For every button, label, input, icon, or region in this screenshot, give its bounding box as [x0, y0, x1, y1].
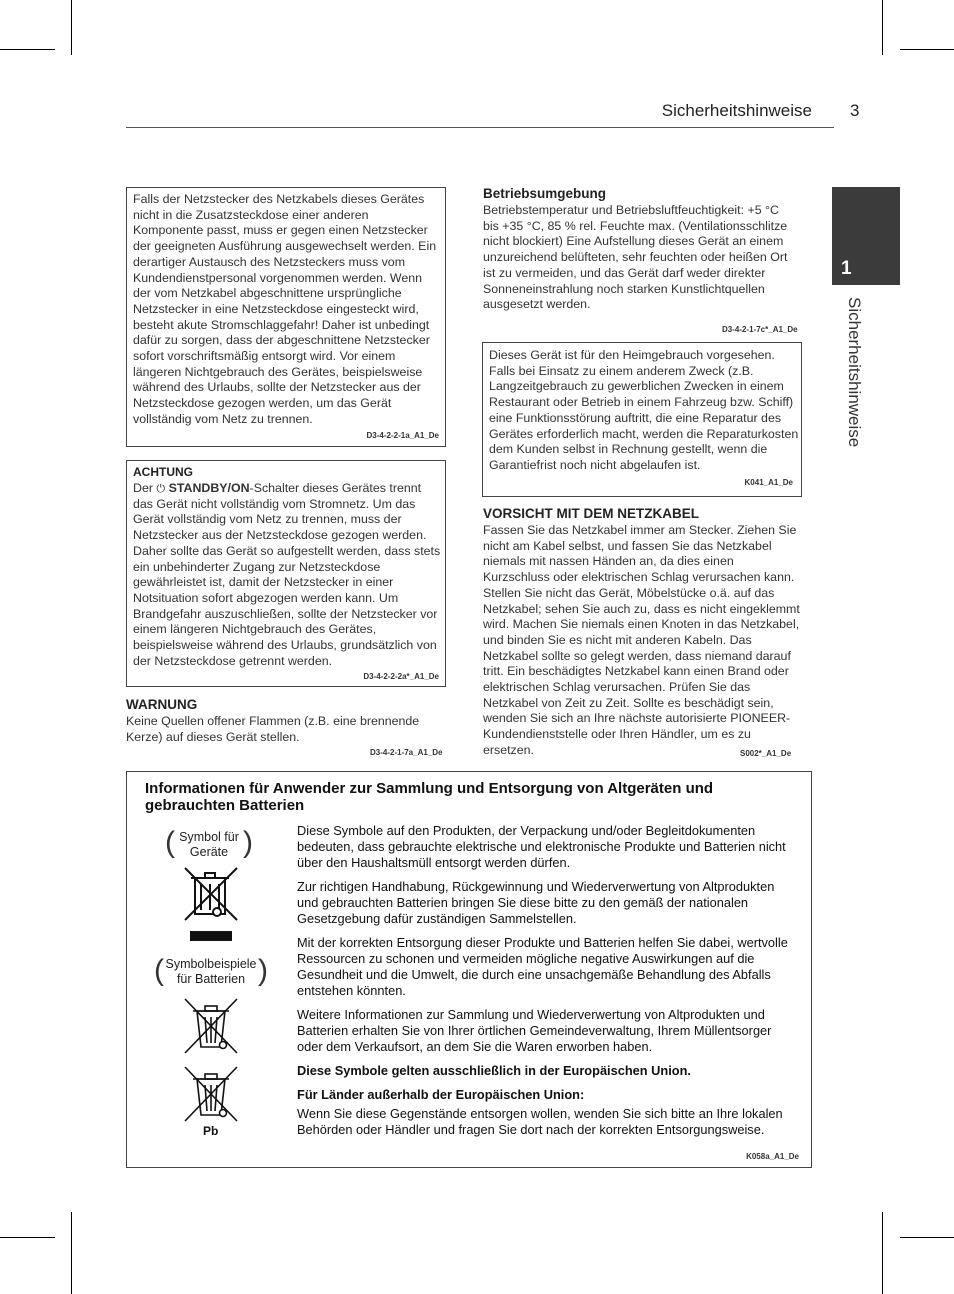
- crop-mark: [0, 1237, 55, 1238]
- achtung-code: D3-4-2-2-2a*_A1_De: [363, 672, 439, 681]
- home-use-code: K041_A1_De: [744, 478, 793, 487]
- achtung-text-pre: Der: [133, 481, 157, 495]
- section-title: Sicherheitshinweise: [661, 101, 812, 120]
- home-use-text: Dieses Gerät ist für den Heimgebrauch vorgesehen. Falls bei Einsatz zu einem anderem Zweck (z.B. Langzeitgebrauch zu gewerblichen Zwecken in einem Restaurant oder Betrieb in einem Fahrzeug bzw. Schiff) eine Funktionsstörung auftritt, die eine Reparatur des Gerätes erforderlich macht, werden die Reparaturkosten dem Kunden selbst in Rechnung gestellt, wenn die Garantiefrist noch nicht abgelaufen ist.: [489, 348, 799, 472]
- disposal-p6-title: Für Länder außerhalb der Europäischen Union:: [297, 1087, 585, 1102]
- weee-bar: [190, 931, 232, 941]
- vorsicht-code: S002*_A1_De: [740, 749, 792, 758]
- crop-mark: [900, 49, 954, 50]
- plug-warning-code: D3-4-2-2-1a_A1_De: [366, 431, 439, 440]
- vorsicht-text: Fassen Sie das Netzkabel immer am Stecker. Ziehen Sie nicht am Kabel selbst, und fassen Sie das Netzkabel niemals mit nassen Händen an, da dies einen Kurzschluss oder elektrischen Schlag verursachen kann. Stellen Sie nicht das Gerät, Möbelstücke o.ä. auf das Netzkabel; sehen Sie auch zu, dass es nicht eingeklemmt wird. Machen Sie niemals einen Knoten in das Netzkabel, und binden Sie es nicht mit anderen Kabeln. Das Netzkabel sollte so gelegt werden, dass niemand darauf tritt. Ein beschädigtes Netzkabel kann einen Brand oder elektrischen Schlag verursachen. Prüfen Sie das Netzkabel von Zeit zu Zeit. Sollte es beschädigt sein, wenden Sie sich an Ihre nächste autorisierte PIONEER-Kundendienststelle oder Ihren Händler, um es zu ersetzen.: [483, 523, 800, 757]
- crop-mark: [71, 1212, 72, 1294]
- crop-mark: [882, 0, 883, 55]
- weee-device-icon: [183, 866, 239, 922]
- disposal-p3: Mit der korrekten Entsorgung dieser Produkte und Batterien helfen Sie dabei, wertvolle Ressourcen zu schonen und vermeiden mögliche negative Auswirkungen auf die Gesundheit und die Umwelt, die durch eine unsachgemäße Behandlung des Abfalls entstehen könnten.: [297, 935, 788, 998]
- betrieb-text: Betriebstemperatur und Betriebsluftfeuchtigkeit: +5 °C bis +35 °C, 85 % rel. Feuchte max. (Ventilationsschlitze nicht blockiert) Eine Aufstellung dieses Gerät an einem unzureichend belüfteten, sehr feuchten oder heißen Ort ist zu vermeiden, und das Gerät darf weder direkter Sonneneinstrahlung noch starken Kunstlichtquellen ausgesetzt werden.: [483, 203, 788, 312]
- warnung-title: WARNUNG: [126, 697, 198, 712]
- disposal-p4: Weitere Informationen zur Sammlung und Wiederverwertung von Altprodukten und Batterien erhalten Sie von Ihrer örtlichen Gemeindeverwaltung, Ihrem Müllentsorger oder dem Verkaufsort, an dem Sie die Waren erworben haben.: [297, 1007, 772, 1054]
- achtung-text-post: -Schalter dieses Gerätes trennt das Gerät nicht vollständig vom Stromnetz. Um das Gerät vollständig vom Netz zu trennen, muss der Netzstecker aus der Netzsteckdose gezogen werden. Daher sollte das Gerät so aufgestellt werden, dass stets ein unbehinderter Zugang zur Netzsteckdose gewährleistet ist, damit der Netzstecker in einer Notsituation sofort abgezogen werden kann. Um Brandgefahr auszuschließen, sollte der Netzstecker vor einem längeren Nichtgebrauch des Gerätes, beispielsweise während des Urlaubs, grundsätzlich von der Netzsteckdose getrennt werden.: [133, 481, 441, 668]
- pb-label: Pb: [203, 1124, 219, 1138]
- page-number: 3: [850, 101, 860, 120]
- disposal-p2: Zur richtigen Handhabung, Rückgewinnung und Wiederverwertung von Altprodukten und gebrauchten Batterien bringen Sie diese bitte zu den gemäß der nationalen Gesetzgebung dafür zuständigen Sammelstellen.: [297, 879, 775, 926]
- right-paren: ): [258, 954, 268, 987]
- plug-warning-text: Falls der Netzstecker des Netzkabels dieses Gerätes nicht in die Zusatzsteckdose einer anderen Komponente passt, muss er gegen einen Netzstecker der geeigneten Ausführung ausgewechselt werden. Ein derartiger Austausch des Netzsteckers muss vom Kundendienstpersonal vorgenommen werden. Wenn der vom Netzkabel abgeschnittene ursprüngliche Netzstecker in eine Netzsteckdose eingesteckt wird, besteht akute Stromschlaggefahr! Daher ist unbedingt dafür zu sorgen, dass der abgeschnittene Netzstecker sofort vorschriftsmäßig entsorgt wird. Vor einem längeren Nichtgebrauch des Gerätes, beispielsweise während des Urlaubs, sollte der Netzstecker aus der Netzsteckdose gezogen werden, um das Gerät vollständig vom Netz zu trennen.: [133, 192, 437, 426]
- crop-mark: [882, 1212, 883, 1294]
- disposal-code: K058a_A1_De: [746, 1152, 799, 1161]
- chapter-number: 1: [841, 258, 852, 279]
- disposal-title: Informationen für Anwender zur Sammlung und Entsorgung von Altgeräten und gebrauchten Batterien: [145, 780, 714, 814]
- weee-battery-icon: [183, 997, 239, 1055]
- crop-mark: [0, 49, 55, 50]
- left-paren: (: [165, 826, 175, 859]
- weee-battery-pb-icon: [183, 1065, 239, 1123]
- symbol-batteries-label: Symbolbeispiele für Batterien: [165, 957, 257, 986]
- betrieb-code: D3-4-2-1-7c*_A1_De: [722, 325, 798, 334]
- crop-mark: [900, 1237, 954, 1238]
- chapter-label: Sicherheitshinweise: [845, 297, 864, 448]
- disposal-p1: Diese Symbole auf den Produkten, der Verpackung und/oder Begleitdokumenten bedeuten, dass gebrauchte elektrische und elektronische Produkte und Batterien nicht über den Haushaltsmüll entsorgt werden dürfen.: [297, 823, 786, 870]
- disposal-p6: Wenn Sie diese Gegenstände entsorgen wollen, wenden Sie sich bitte an Ihre lokalen Behörden oder Händler und fragen Sie dort nach der korrekten Entsorgungsweise.: [297, 1106, 783, 1137]
- crop-mark: [71, 0, 72, 55]
- symbol-devices-label: Symbol für Geräte: [179, 830, 239, 859]
- right-paren: ): [243, 826, 253, 859]
- left-paren: (: [154, 954, 164, 987]
- achtung-box: [126, 460, 446, 687]
- achtung-title: ACHTUNG: [133, 465, 193, 479]
- power-icon: ⏻: [156, 482, 166, 495]
- standby-on-label: STANDBY/ON: [168, 481, 250, 495]
- achtung-text: [133, 481, 441, 669]
- disposal-box: [126, 771, 812, 1168]
- warnung-text: Keine Quellen offener Flammen (z.B. eine brennende Kerze) auf dieses Gerät stellen.: [126, 714, 420, 744]
- home-use-box: [482, 342, 802, 497]
- disposal-text: [297, 823, 797, 1146]
- warnung-code: D3-4-2-1-7a_A1_De: [370, 748, 443, 757]
- vorsicht-title: VORSICHT MIT DEM NETZKABEL: [483, 506, 699, 521]
- disposal-p5: Diese Symbole gelten ausschließlich in der Europäischen Union.: [297, 1063, 691, 1078]
- plug-warning-box: [126, 187, 446, 447]
- betrieb-title: Betriebsumgebung: [483, 186, 607, 201]
- header-rule: [126, 127, 834, 128]
